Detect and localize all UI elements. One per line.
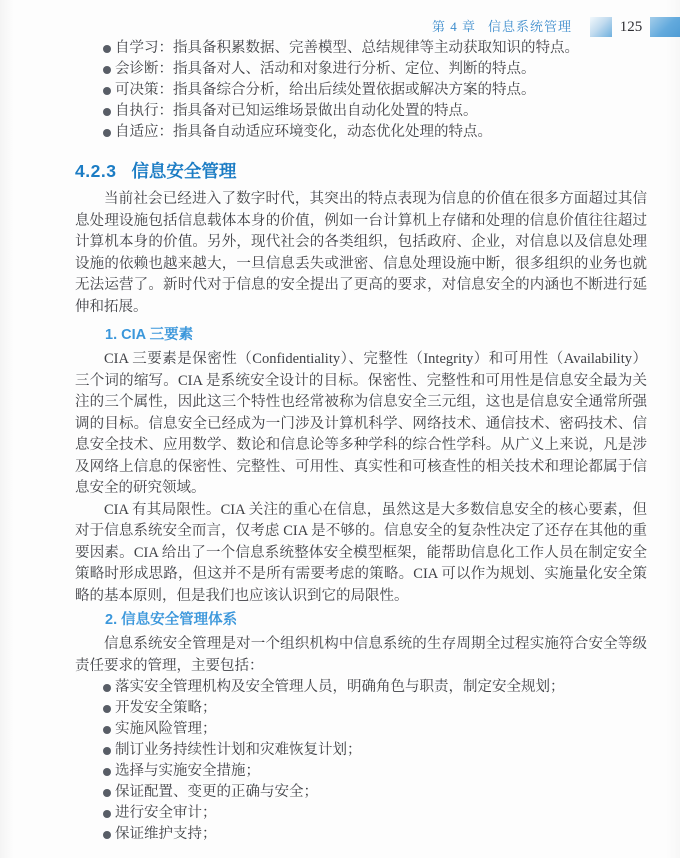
bullet-icon: [103, 768, 111, 776]
bullet-icon: [103, 705, 111, 713]
page-number: 125: [619, 19, 643, 35]
bullet-icon: [103, 684, 111, 692]
bullet-icon: [103, 726, 111, 734]
bullet-icon: [103, 87, 111, 95]
list-item-text: 会诊断：指具备对人、活动和对象进行分析、定位、判断的特点。: [115, 61, 536, 77]
list-item-text: 自适应：指具备自动适应环境变化，动态优化处理的特点。: [115, 124, 492, 140]
list-item: [75, 59, 647, 80]
bullet-icon: [103, 789, 111, 797]
header-accent-block-right: [650, 17, 680, 37]
page-content: [75, 38, 647, 845]
list-item: [75, 761, 647, 782]
header-accent-block-left: [590, 17, 612, 37]
paragraph-intro: 当前社会已经进入了数字时代，其突出的特点表现为信息的价值在很多方面超过其信息处理设施包括信息载体本身的价值，例如一台计算机上存储和处理的信息价值往往超过计算机本身的价值。另外，现代社会的各类组织，包括政府、企业，对信息以及信息处理设施的依赖也越来越大，一旦信息丢失或泄密、信息处理设施中断，很多组织的业务也就无法运营了。新时代对于信息的安全提出了更高的要求，对信息安全的内涵也不断进行延伸和拓展。: [75, 191, 647, 315]
section-number: 4.2.3: [75, 161, 117, 181]
list-item: [75, 740, 647, 761]
bullet-icon: [103, 108, 111, 116]
paragraph-cia-limitations: CIA 有其局限性。CIA 关注的重心在信息，虽然这是大多数信息安全的核心要素，但对于信息系统安全而言，仅考虑 CIA 是不够的。信息安全的复杂性决定了还存在其他的重要因素。CIA 给出了一个信息系统整体安全模型框架，能帮助信息化工作人员在制定安全策略时形成思路，但这并不是所有需要考虑的策略。CIA 可以作为规划、实施量化安全策略的基本原则，但是我们也应该认识到它的局限性。: [75, 501, 647, 604]
list-item: [75, 80, 647, 101]
section-heading: [75, 159, 647, 183]
list-item-text: 实施风险管理；: [115, 721, 217, 737]
list-item: [75, 719, 647, 740]
paragraph-cia-definition: CIA 三要素是保密性（Confidentiality）、完整性（Integrity）和可用性（Availability）三个词的缩写。CIA 是系统安全设计的目标。保密性、完整性和可用性是信息安全最为关注的三个属性，因此这三个特性也经常被称为信息安全三元组，这也是信息安全通常所强调的目标。信息安全已经成为一门涉及计算机科学、网络技术、通信技术、密码技术、信息安全技术、应用数学、数论和信息论等多种学科的综合性学科。从广义上来说，凡是涉及网络上信息的保密性、完整性、可用性、真实性和可核查性的相关技术和理论都属于信息安全的研究领域。: [75, 351, 647, 496]
list-item: [75, 101, 647, 122]
list-item-text: 可决策：指具备综合分析，给出后续处置依据或解决方案的特点。: [115, 82, 536, 98]
list-item: [75, 824, 647, 845]
list-item: [75, 803, 647, 824]
list-item-text: 制订业务持续性计划和灾难恢复计划；: [115, 742, 362, 758]
list-item-text: 自学习：指具备积累数据、完善模型、总结规律等主动获取知识的特点。: [115, 40, 579, 56]
subsection-heading-cia: 1. CIA 三要素: [105, 327, 194, 343]
list-item: [75, 698, 647, 719]
bullet-icon: [103, 747, 111, 755]
list-item-text: 保证维护支持；: [115, 826, 217, 842]
section-title: 信息安全管理: [131, 161, 237, 181]
list-item-text: 保证配置、变更的正确与安全；: [115, 784, 318, 800]
chapter-label: 第 4 章: [431, 19, 476, 34]
list-item-text: 选择与实施安全措施；: [115, 763, 260, 779]
bullet-icon: [103, 831, 111, 839]
paragraph-isms-intro: 信息系统安全管理是对一个组织机构中信息系统的生存周期全过程实施符合安全等级责任要求的管理，主要包括：: [75, 636, 647, 674]
bullet-icon: [103, 66, 111, 74]
management-bullet-list: [75, 677, 647, 845]
bullet-icon: [103, 129, 111, 137]
list-item: [75, 122, 647, 143]
bullet-icon: [103, 45, 111, 53]
subsection-heading-isms: 2. 信息安全管理体系: [105, 612, 238, 628]
list-item-text: 自执行：指具备对已知运维场景做出自动化处置的特点。: [115, 103, 478, 119]
list-item: [75, 38, 647, 59]
bullet-icon: [103, 810, 111, 818]
list-item: [75, 677, 647, 698]
chapter-title: 信息系统管理: [487, 19, 572, 34]
list-item-text: 落实安全管理机构及安全管理人员，明确角色与职责，制定安全规划；: [115, 679, 565, 695]
list-item-text: 开发安全策略；: [115, 700, 217, 716]
list-item-text: 进行安全审计；: [115, 805, 217, 821]
feature-bullet-list: [75, 38, 647, 143]
page-header: [0, 16, 680, 38]
list-item: [75, 782, 647, 803]
